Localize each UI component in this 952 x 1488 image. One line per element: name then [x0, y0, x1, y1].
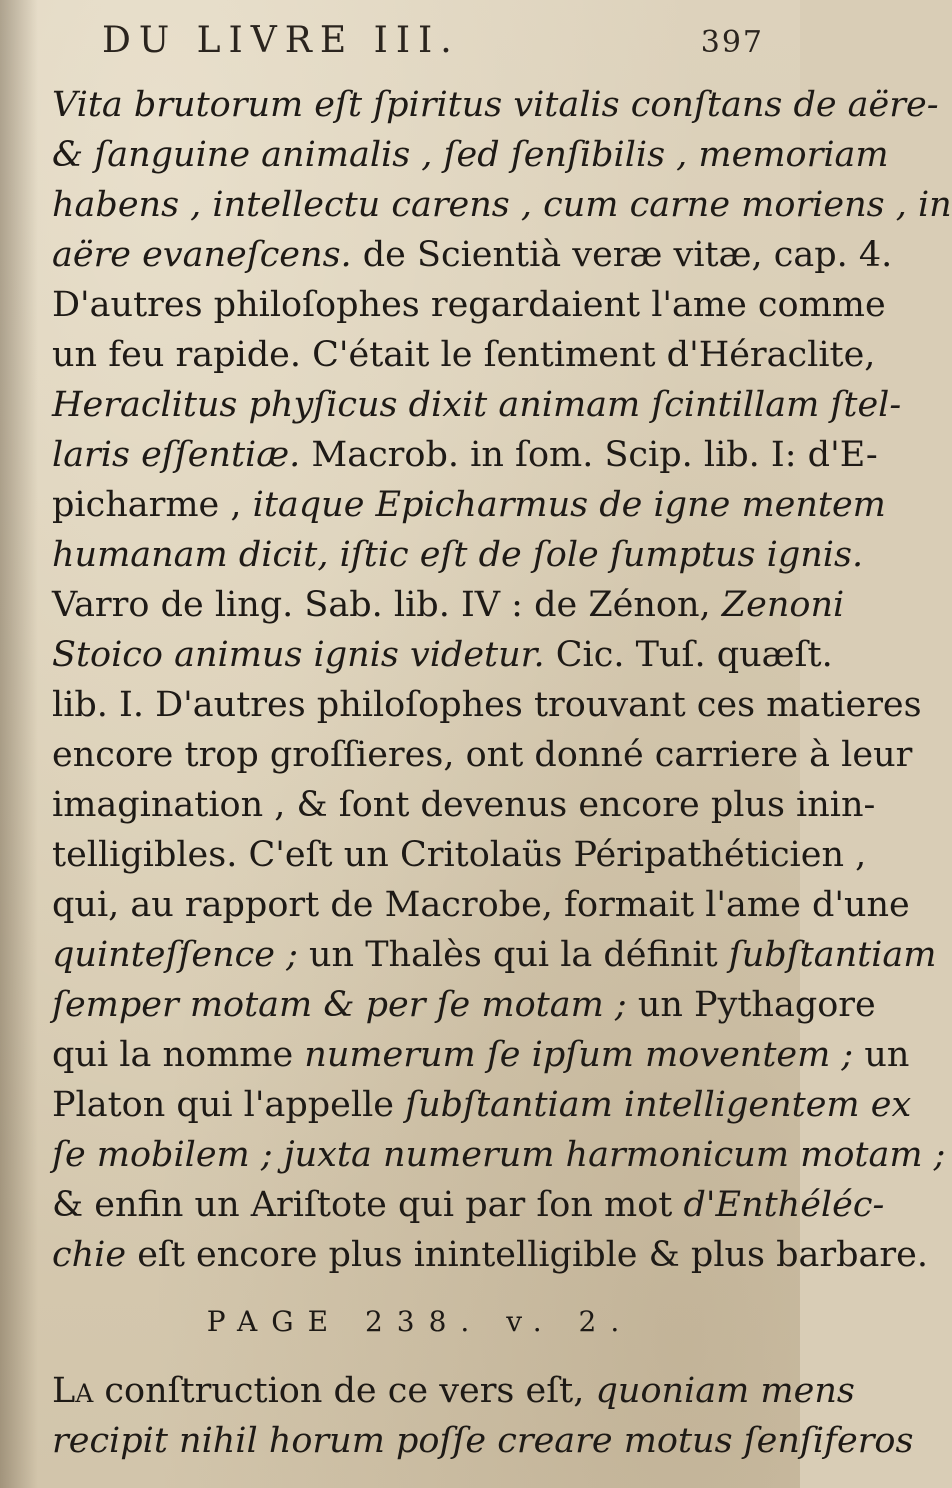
- italic-text: & ſanguine animalis , ſed ſenſibilis , memoriam: [52, 135, 889, 175]
- italic-text: habens , intellectu carens , cum carne moriens , in: [52, 185, 952, 225]
- text-block: [52, 20, 952, 1466]
- roman-text: Cic. Tuſ. quæſt.: [544, 635, 833, 675]
- italic-text: recipit nihil horum poſſe creare motus ſenſiferos: [52, 1421, 914, 1461]
- roman-text: un Thalès qui la définit: [297, 935, 729, 975]
- running-head: [52, 20, 788, 80]
- text-line: [52, 1180, 885, 1230]
- italic-text: chie: [52, 1235, 127, 1275]
- roman-text: qui, au rapport de Macrobe, formait l'ame d'une: [52, 885, 910, 925]
- italic-text: ſe mobilem ; juxta numerum harmonicum motam ;: [52, 1135, 946, 1175]
- italic-text: aëre evaneſcens.: [52, 235, 352, 275]
- text-line: [52, 130, 889, 180]
- section-heading: PAGE 238. v. 2.: [206, 1305, 634, 1338]
- roman-text: & enfin un Ariſtote qui par ſon mot: [52, 1185, 684, 1225]
- italic-text: Heraclitus phyſicus dixit animam ſcintillam ſtel-: [52, 385, 902, 425]
- text-line: [52, 180, 952, 230]
- text-line: [52, 1416, 914, 1466]
- italic-text: ſubſtantiam intelligentem ex: [405, 1085, 912, 1125]
- text-line: [52, 880, 910, 930]
- text-line: [52, 280, 886, 330]
- italic-text: ſubſtantiam: [728, 935, 937, 975]
- text-line: [52, 1130, 946, 1180]
- italic-text: Vita brutorum eſt ſpiritus vitalis conſtans de aëre-: [52, 85, 939, 125]
- text-line: [52, 480, 886, 530]
- page-number: 397: [700, 25, 764, 60]
- roman-text: un feu rapide. C'était le ſentiment d'Héraclite,: [52, 335, 876, 375]
- text-line: [52, 430, 878, 480]
- roman-text: encore trop groſſieres, ont donné carriere à leur: [52, 735, 913, 775]
- roman-text: Platon qui l'appelle: [52, 1085, 406, 1125]
- text-line: [52, 580, 845, 630]
- italic-text: Zenoni: [721, 585, 845, 625]
- text-line: [52, 980, 876, 1030]
- text-line: [52, 80, 939, 130]
- text-line: [52, 230, 893, 280]
- roman-text: eſt encore plus inintelligible & plus barbare.: [126, 1235, 928, 1275]
- roman-text: Macrob. in ſom. Scip. lib. I: d'E-: [300, 435, 878, 475]
- roman-text: imagination , & ſont devenus encore plus inin-: [52, 785, 876, 825]
- italic-text: ſemper motam & per ſe motam ;: [52, 985, 627, 1025]
- text-line: [52, 730, 913, 780]
- text-line: [52, 530, 864, 580]
- italic-text: numerum ſe ipſum moventem ;: [304, 1035, 854, 1075]
- roman-text: lib. I. D'autres philoſophes trouvant ces matieres: [52, 685, 922, 725]
- roman-text: conſtruction de ce vers eſt,: [93, 1371, 596, 1411]
- running-head-title: DU LIVRE III.: [102, 20, 460, 61]
- italic-text: laris eſſentiæ.: [52, 435, 301, 475]
- text-line: [52, 930, 937, 980]
- roman-text: picharme ,: [52, 485, 253, 525]
- italic-text: quoniam mens: [595, 1371, 855, 1411]
- text-line: [52, 1230, 928, 1280]
- next-paragraph: [52, 1366, 914, 1466]
- roman-text: telligibles. C'eſt un Critolaüs Péripathéticien ,: [52, 835, 867, 875]
- roman-text: Varro de ling. Sab. lib. IV : de Zénon,: [52, 585, 722, 625]
- body-paragraph: [52, 80, 952, 1280]
- roman-text: un Pythagore: [626, 985, 876, 1025]
- roman-text: La: [52, 1371, 94, 1411]
- text-line: [52, 1366, 855, 1416]
- text-line: [52, 380, 902, 430]
- italic-text: Stoico animus ignis videtur.: [52, 635, 545, 675]
- italic-text: itaque Epicharmus de igne mentem: [252, 485, 886, 525]
- text-line: [52, 330, 876, 380]
- text-line: [52, 680, 922, 730]
- roman-text: de Scientià veræ vitæ, cap. 4.: [351, 235, 893, 275]
- text-line: [52, 630, 833, 680]
- roman-text: qui la nomme: [52, 1035, 305, 1075]
- text-line: [52, 1080, 912, 1130]
- text-line: [52, 1030, 910, 1080]
- text-line: [52, 780, 876, 830]
- roman-text: un: [853, 1035, 910, 1075]
- binding-gutter-shadow: [0, 0, 38, 1488]
- roman-text: D'autres philoſophes regardaient l'ame comme: [52, 285, 886, 325]
- text-line: [52, 830, 867, 880]
- italic-text: quinteſſence ;: [52, 935, 298, 975]
- italic-text: humanam dicit, iſtic eſt de ſole ſumptus ignis.: [52, 535, 864, 575]
- italic-text: d'Enthéléc-: [683, 1185, 885, 1225]
